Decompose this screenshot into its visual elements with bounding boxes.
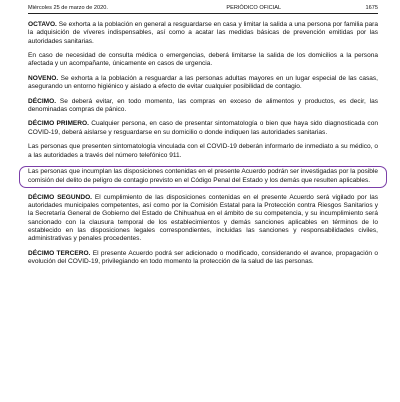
paragraph-consulta-medica: En caso de necesidad de consulta médica o emergencias, deberá limitarse la salida de los domicilios a la persona afectada y un acompañante, únicamente en casos de urgencia. xyxy=(28,52,378,68)
paragraph-octavo: OCTAVO. Se exhorta a la población en general a resguardarse en casa y limitar la salida a una persona por familia para la adquisición de víveres indispensables, así como a acatar las medidas básicas de prevención emitidas por las autoridades sanitarias. xyxy=(28,21,378,45)
paragraph-noveno: NOVENO. Se exhorta a la población a resguardar a las personas adultas mayores en un lugar especial de las casas, asegurando un entorno higiénico y aislado a efecto de evitar cualquier posibilidad de contagio. xyxy=(28,74,378,91)
paragraph-highlighted: Las personas que incumplan las disposiciones contenidas en el presente Acuerdo podrán ser investigadas por la posible comisión del delito de peligro de contagio previsto en el Código Penal del Estado y los demás que resulten aplicables. xyxy=(28,168,378,184)
paragraph-sintomatologia: Las personas que presenten sintomatología vinculada con el COVID-19 deberán informarlo de inmediato a su médico, o a las autoridades a través del número telefónico 911. xyxy=(28,143,378,159)
paragraph-decimo: DÉCIMO. Se deberá evitar, en todo momento, las compras en exceso de alimentos y productos, es decir, las denominadas compras de pánico. xyxy=(28,97,378,113)
header-page-number: 1675 xyxy=(365,5,378,11)
document-body xyxy=(28,21,378,266)
header-date: Miércoles 25 de marzo de 2020. xyxy=(28,5,108,11)
paragraph-decimo-primero: DÉCIMO PRIMERO. Cualquier persona, en caso de presentar sintomatología o bien que haya sido diagnosticada con COVID-19, deberá aislarse y resguardarse en su domicilio o donde indiquen las autoridades sanitarias. xyxy=(28,120,378,136)
highlight-box xyxy=(19,166,387,188)
paragraph-decimo-tercero: DÉCIMO TERCERO. El presente Acuerdo podrá ser adicionado o modificado, considerando el avance, propagación o evolución del COVID-19, privilegiando en todo momento la protección de la salud de las personas. xyxy=(28,249,378,266)
header-title: PERIÓDICO OFICIAL xyxy=(226,5,282,11)
paragraph-decimo-segundo: DÉCIMO SEGUNDO. El cumplimiento de las disposiciones contenidas en el presente Acuerdo será vigilado por las autoridades municipales competentes, así como por la Comisión Estatal para la Protección contra Riesgos Sanitarios y la Secretaría General de Gobierno del Estado de Chihuahua en el ámbito de su competencia, y su incumplimiento será sancionado con la clausura temporal de los establecimientos y demás sanciones aplicables en términos de lo establecido en las disposiciones legales correspondientes, incluidas las sanciones y responsabilidades civiles, administrativas y penales procedentes. xyxy=(28,193,378,243)
page-header xyxy=(28,0,378,14)
